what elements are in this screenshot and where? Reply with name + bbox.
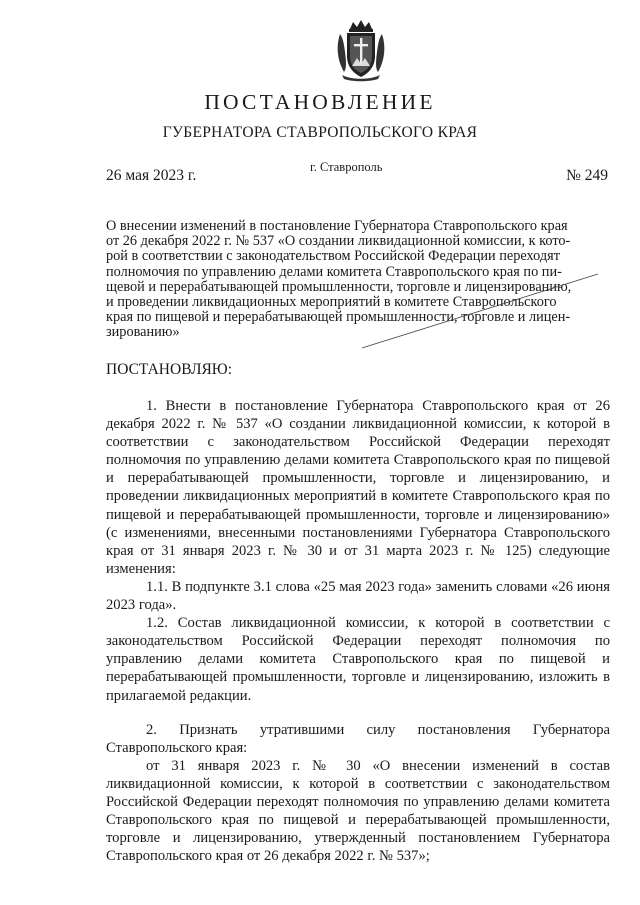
document-subtitle: ГУБЕРНАТОРА СТАВРОПОЛЬСКОГО КРАЯ <box>162 124 478 141</box>
document-body <box>106 397 610 865</box>
decree-heading: ПОСТАНОВЛЯЮ: <box>106 361 233 378</box>
document-subject <box>106 219 610 341</box>
document-date: 26 мая 2023 г. <box>106 167 197 184</box>
subject-line: О внесении изменений в постановление Губернатора Ставропольского края <box>106 218 568 234</box>
paragraph-1: 1. Внести в постановление Губернатора Ставропольского края от 26 декабря 2022 г. № 537 «О создании ликвидационной комиссии, к которой в соответствии с законодательством Российской Федерации переходят полномочия по управлению делами комитета Ставропольского края по пищевой и перерабатывающей промышленности, торговле и лицензированию, и проведении ликвидационных мероприятий в комитете Ставропольского края по пищевой и перерабатывающей промышленности, торговле и лицензированию» (с изменениями, внесенными постановлениями Губернатора Ставропольского края от 31 января 2023 г. № 30 и от 31 марта 2023 г. № 125) следующие изменения: <box>106 398 610 577</box>
document-city: г. Ставрополь <box>310 160 383 174</box>
document-number: № 249 <box>566 167 608 184</box>
paragraph-2: 2. Признать утратившими силу постановления Губернатора Ставропольского края: <box>106 721 610 756</box>
coat-of-arms-icon <box>336 20 386 82</box>
subject-line: полномочия по управлению делами комитета Ставропольского края по пи- <box>106 263 562 280</box>
document-title: ПОСТАНОВЛЕНИЕ <box>204 90 436 114</box>
subject-line: рой в соответствии с законодательством Российской Федерации переходят <box>106 248 560 265</box>
subject-line: щевой и перерабатывающей промышленности, торговле и лицензированию, <box>106 278 572 295</box>
subject-line: от 26 декабря 2022 г. № 537 «О создании ликвидационной комиссии, к кото- <box>106 233 571 250</box>
subject-line: и проведении ликвидационных мероприятий в комитете Ставропольского <box>106 294 557 311</box>
subject-line: края по пищевой и перерабатывающей промышленности, торговле и лицен- <box>106 309 571 326</box>
subject-line: зированию» <box>106 324 180 341</box>
paragraph-1-2: 1.2. Состав ликвидационной комиссии, к которой в соответствии с законодательством Российской Федерации переходят полномочия по управлению делами комитета Ставропольского края по пищевой и перерабатывающей промышленности, торговле и лицензированию, изложить в прилагаемой редакции. <box>106 615 610 704</box>
paragraph-2-1: от 31 января 2023 г. № 30 «О внесении изменений в состав ликвидационной комиссии, к которой в соответствии с законодательством Российской Федерации переходят полномочия по управлению делами комитета Ставропольского края по пищевой и перерабатывающей промышленности, торговле и лицензированию, утвержденный постановлением Губернатора Ставропольского края от 26 декабря 2022 г. № 537»; <box>106 757 610 865</box>
paragraph-1-1: 1.1. В подпункте 3.1 слова «25 мая 2023 года» заменить словами «26 июня 2023 года». <box>106 578 610 614</box>
